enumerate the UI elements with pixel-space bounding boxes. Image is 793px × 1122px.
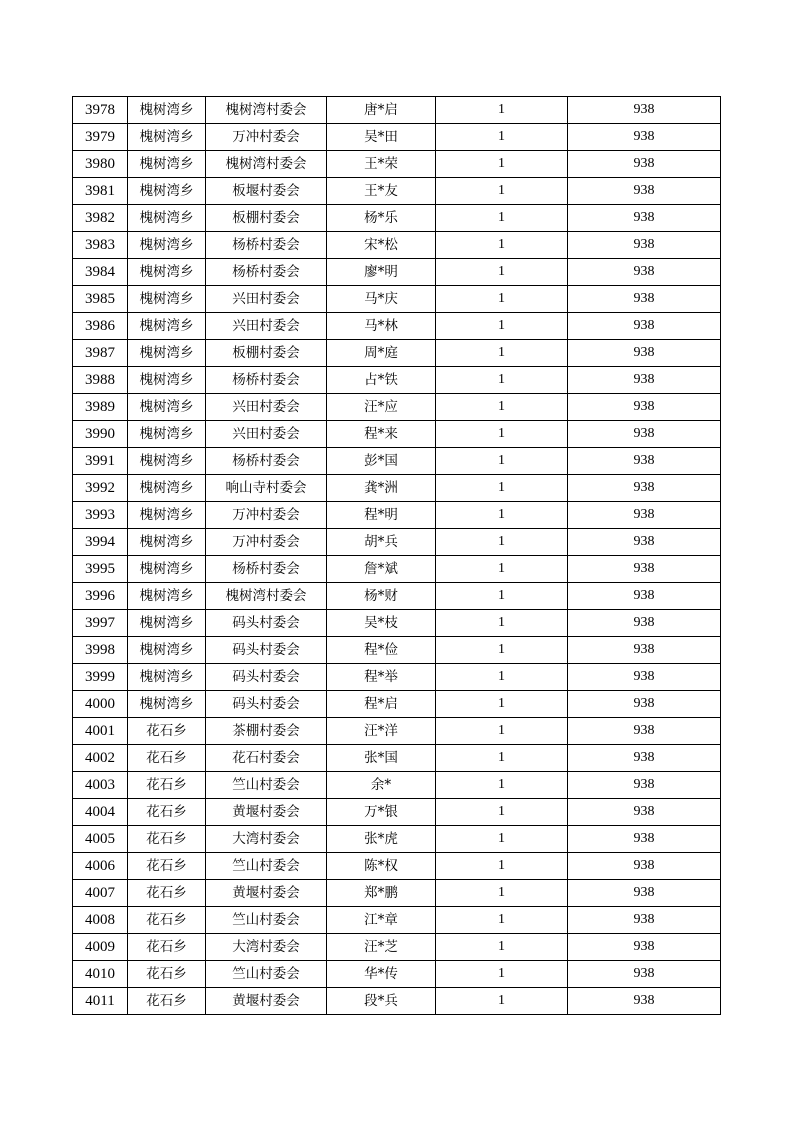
person-name-cell: 周*庭 xyxy=(327,340,436,367)
person-name-cell: 程*启 xyxy=(327,691,436,718)
amount-cell: 938 xyxy=(568,988,721,1015)
person-name-cell: 马*林 xyxy=(327,313,436,340)
count-cell: 1 xyxy=(436,772,568,799)
table-row xyxy=(73,745,721,772)
person-name-cell: 宋*松 xyxy=(327,232,436,259)
person-name-cell: 张*国 xyxy=(327,745,436,772)
village-cell: 码头村委会 xyxy=(206,664,327,691)
village-cell: 板棚村委会 xyxy=(206,340,327,367)
count-cell: 1 xyxy=(436,880,568,907)
township-cell: 槐树湾乡 xyxy=(128,556,206,583)
row-number-cell: 3981 xyxy=(73,178,128,205)
table-row xyxy=(73,259,721,286)
table-row xyxy=(73,97,721,124)
township-cell: 槐树湾乡 xyxy=(128,97,206,124)
township-cell: 槐树湾乡 xyxy=(128,421,206,448)
amount-cell: 938 xyxy=(568,367,721,394)
amount-cell: 938 xyxy=(568,799,721,826)
township-cell: 槐树湾乡 xyxy=(128,259,206,286)
township-cell: 花石乡 xyxy=(128,907,206,934)
table-row xyxy=(73,367,721,394)
person-name-cell: 廖*明 xyxy=(327,259,436,286)
township-cell: 槐树湾乡 xyxy=(128,286,206,313)
person-name-cell: 江*章 xyxy=(327,907,436,934)
row-number-cell: 4010 xyxy=(73,961,128,988)
row-number-cell: 3985 xyxy=(73,286,128,313)
amount-cell: 938 xyxy=(568,313,721,340)
row-number-cell: 3996 xyxy=(73,583,128,610)
amount-cell: 938 xyxy=(568,583,721,610)
person-name-cell: 杨*乐 xyxy=(327,205,436,232)
village-cell: 杨桥村委会 xyxy=(206,556,327,583)
village-cell: 黄堰村委会 xyxy=(206,880,327,907)
row-number-cell: 3999 xyxy=(73,664,128,691)
count-cell: 1 xyxy=(436,421,568,448)
person-name-cell: 华*传 xyxy=(327,961,436,988)
table-row xyxy=(73,961,721,988)
count-cell: 1 xyxy=(436,151,568,178)
township-cell: 槐树湾乡 xyxy=(128,583,206,610)
person-name-cell: 程*明 xyxy=(327,502,436,529)
count-cell: 1 xyxy=(436,313,568,340)
amount-cell: 938 xyxy=(568,718,721,745)
row-number-cell: 3979 xyxy=(73,124,128,151)
row-number-cell: 4011 xyxy=(73,988,128,1015)
row-number-cell: 4005 xyxy=(73,826,128,853)
row-number-cell: 4000 xyxy=(73,691,128,718)
village-cell: 竺山村委会 xyxy=(206,772,327,799)
village-cell: 兴田村委会 xyxy=(206,394,327,421)
row-number-cell: 3993 xyxy=(73,502,128,529)
count-cell: 1 xyxy=(436,529,568,556)
table-row xyxy=(73,988,721,1015)
table-row xyxy=(73,907,721,934)
village-cell: 杨桥村委会 xyxy=(206,448,327,475)
table-row xyxy=(73,826,721,853)
table-row xyxy=(73,502,721,529)
village-cell: 万冲村委会 xyxy=(206,529,327,556)
township-cell: 花石乡 xyxy=(128,988,206,1015)
person-name-cell: 余* xyxy=(327,772,436,799)
township-cell: 花石乡 xyxy=(128,718,206,745)
person-name-cell: 马*庆 xyxy=(327,286,436,313)
amount-cell: 938 xyxy=(568,610,721,637)
table-row xyxy=(73,178,721,205)
amount-cell: 938 xyxy=(568,907,721,934)
person-name-cell: 吴*田 xyxy=(327,124,436,151)
person-name-cell: 龚*洲 xyxy=(327,475,436,502)
count-cell: 1 xyxy=(436,718,568,745)
village-cell: 板棚村委会 xyxy=(206,205,327,232)
count-cell: 1 xyxy=(436,178,568,205)
person-name-cell: 王*荣 xyxy=(327,151,436,178)
township-cell: 槐树湾乡 xyxy=(128,637,206,664)
table-row xyxy=(73,124,721,151)
table-row xyxy=(73,772,721,799)
person-name-cell: 段*兵 xyxy=(327,988,436,1015)
village-cell: 响山寺村委会 xyxy=(206,475,327,502)
township-cell: 槐树湾乡 xyxy=(128,178,206,205)
township-cell: 槐树湾乡 xyxy=(128,691,206,718)
table-row xyxy=(73,664,721,691)
person-name-cell: 占*铁 xyxy=(327,367,436,394)
person-name-cell: 万*银 xyxy=(327,799,436,826)
township-cell: 槐树湾乡 xyxy=(128,610,206,637)
count-cell: 1 xyxy=(436,394,568,421)
row-number-cell: 3997 xyxy=(73,610,128,637)
person-name-cell: 程*来 xyxy=(327,421,436,448)
amount-cell: 938 xyxy=(568,853,721,880)
count-cell: 1 xyxy=(436,475,568,502)
row-number-cell: 3990 xyxy=(73,421,128,448)
person-name-cell: 胡*兵 xyxy=(327,529,436,556)
row-number-cell: 4006 xyxy=(73,853,128,880)
table-row xyxy=(73,556,721,583)
amount-cell: 938 xyxy=(568,205,721,232)
row-number-cell: 3995 xyxy=(73,556,128,583)
township-cell: 槐树湾乡 xyxy=(128,367,206,394)
village-cell: 竺山村委会 xyxy=(206,961,327,988)
table-row xyxy=(73,934,721,961)
row-number-cell: 4001 xyxy=(73,718,128,745)
table-row xyxy=(73,853,721,880)
count-cell: 1 xyxy=(436,664,568,691)
count-cell: 1 xyxy=(436,124,568,151)
row-number-cell: 3978 xyxy=(73,97,128,124)
table-body xyxy=(73,97,721,1015)
township-cell: 槐树湾乡 xyxy=(128,529,206,556)
count-cell: 1 xyxy=(436,610,568,637)
row-number-cell: 3989 xyxy=(73,394,128,421)
table-row xyxy=(73,691,721,718)
village-cell: 万冲村委会 xyxy=(206,502,327,529)
count-cell: 1 xyxy=(436,799,568,826)
amount-cell: 938 xyxy=(568,556,721,583)
amount-cell: 938 xyxy=(568,502,721,529)
village-cell: 大湾村委会 xyxy=(206,934,327,961)
row-number-cell: 4002 xyxy=(73,745,128,772)
person-name-cell: 张*虎 xyxy=(327,826,436,853)
table-row xyxy=(73,313,721,340)
count-cell: 1 xyxy=(436,637,568,664)
township-cell: 槐树湾乡 xyxy=(128,151,206,178)
village-cell: 大湾村委会 xyxy=(206,826,327,853)
amount-cell: 938 xyxy=(568,178,721,205)
village-cell: 竺山村委会 xyxy=(206,907,327,934)
table-row xyxy=(73,205,721,232)
person-name-cell: 程*举 xyxy=(327,664,436,691)
row-number-cell: 3987 xyxy=(73,340,128,367)
person-name-cell: 汪*芝 xyxy=(327,934,436,961)
amount-cell: 938 xyxy=(568,151,721,178)
township-cell: 花石乡 xyxy=(128,826,206,853)
village-cell: 槐树湾村委会 xyxy=(206,97,327,124)
amount-cell: 938 xyxy=(568,394,721,421)
row-number-cell: 3988 xyxy=(73,367,128,394)
row-number-cell: 4007 xyxy=(73,880,128,907)
township-cell: 槐树湾乡 xyxy=(128,475,206,502)
table-row xyxy=(73,718,721,745)
person-name-cell: 程*俭 xyxy=(327,637,436,664)
amount-cell: 938 xyxy=(568,934,721,961)
township-cell: 槐树湾乡 xyxy=(128,664,206,691)
amount-cell: 938 xyxy=(568,826,721,853)
amount-cell: 938 xyxy=(568,664,721,691)
amount-cell: 938 xyxy=(568,232,721,259)
person-name-cell: 郑*鹏 xyxy=(327,880,436,907)
table-row xyxy=(73,799,721,826)
count-cell: 1 xyxy=(436,259,568,286)
village-cell: 码头村委会 xyxy=(206,691,327,718)
table-row xyxy=(73,421,721,448)
amount-cell: 938 xyxy=(568,637,721,664)
table-row xyxy=(73,610,721,637)
village-cell: 码头村委会 xyxy=(206,637,327,664)
table-row xyxy=(73,286,721,313)
row-number-cell: 3998 xyxy=(73,637,128,664)
village-cell: 槐树湾村委会 xyxy=(206,583,327,610)
township-cell: 槐树湾乡 xyxy=(128,394,206,421)
township-cell: 花石乡 xyxy=(128,961,206,988)
count-cell: 1 xyxy=(436,367,568,394)
amount-cell: 938 xyxy=(568,286,721,313)
row-number-cell: 4009 xyxy=(73,934,128,961)
row-number-cell: 3982 xyxy=(73,205,128,232)
amount-cell: 938 xyxy=(568,745,721,772)
amount-cell: 938 xyxy=(568,340,721,367)
township-cell: 槐树湾乡 xyxy=(128,205,206,232)
township-cell: 花石乡 xyxy=(128,745,206,772)
person-name-cell: 詹*斌 xyxy=(327,556,436,583)
count-cell: 1 xyxy=(436,961,568,988)
row-number-cell: 3992 xyxy=(73,475,128,502)
count-cell: 1 xyxy=(436,232,568,259)
township-cell: 槐树湾乡 xyxy=(128,340,206,367)
village-cell: 码头村委会 xyxy=(206,610,327,637)
table-row xyxy=(73,448,721,475)
township-cell: 花石乡 xyxy=(128,853,206,880)
table-row xyxy=(73,880,721,907)
village-cell: 茶棚村委会 xyxy=(206,718,327,745)
township-cell: 槐树湾乡 xyxy=(128,448,206,475)
village-cell: 板堰村委会 xyxy=(206,178,327,205)
row-number-cell: 3986 xyxy=(73,313,128,340)
village-cell: 杨桥村委会 xyxy=(206,367,327,394)
table-row xyxy=(73,529,721,556)
table-row xyxy=(73,394,721,421)
amount-cell: 938 xyxy=(568,97,721,124)
count-cell: 1 xyxy=(436,988,568,1015)
row-number-cell: 3994 xyxy=(73,529,128,556)
village-cell: 槐树湾村委会 xyxy=(206,151,327,178)
amount-cell: 938 xyxy=(568,475,721,502)
count-cell: 1 xyxy=(436,448,568,475)
person-name-cell: 汪*洋 xyxy=(327,718,436,745)
table-row xyxy=(73,637,721,664)
table-row xyxy=(73,232,721,259)
row-number-cell: 4008 xyxy=(73,907,128,934)
count-cell: 1 xyxy=(436,853,568,880)
person-name-cell: 陈*权 xyxy=(327,853,436,880)
township-cell: 槐树湾乡 xyxy=(128,502,206,529)
village-cell: 兴田村委会 xyxy=(206,421,327,448)
person-name-cell: 杨*财 xyxy=(327,583,436,610)
person-name-cell: 汪*应 xyxy=(327,394,436,421)
township-cell: 槐树湾乡 xyxy=(128,232,206,259)
amount-cell: 938 xyxy=(568,880,721,907)
amount-cell: 938 xyxy=(568,421,721,448)
township-cell: 槐树湾乡 xyxy=(128,124,206,151)
row-number-cell: 3984 xyxy=(73,259,128,286)
count-cell: 1 xyxy=(436,934,568,961)
row-number-cell: 3991 xyxy=(73,448,128,475)
amount-cell: 938 xyxy=(568,448,721,475)
township-cell: 花石乡 xyxy=(128,880,206,907)
count-cell: 1 xyxy=(436,826,568,853)
amount-cell: 938 xyxy=(568,124,721,151)
village-cell: 兴田村委会 xyxy=(206,286,327,313)
township-cell: 槐树湾乡 xyxy=(128,313,206,340)
count-cell: 1 xyxy=(436,286,568,313)
village-cell: 兴田村委会 xyxy=(206,313,327,340)
township-cell: 花石乡 xyxy=(128,799,206,826)
village-cell: 黄堰村委会 xyxy=(206,988,327,1015)
village-cell: 杨桥村委会 xyxy=(206,259,327,286)
table-row xyxy=(73,475,721,502)
amount-cell: 938 xyxy=(568,259,721,286)
township-cell: 花石乡 xyxy=(128,934,206,961)
person-name-cell: 彭*国 xyxy=(327,448,436,475)
amount-cell: 938 xyxy=(568,772,721,799)
row-number-cell: 4003 xyxy=(73,772,128,799)
count-cell: 1 xyxy=(436,340,568,367)
person-name-cell: 吴*枝 xyxy=(327,610,436,637)
data-table xyxy=(72,96,721,1015)
village-cell: 杨桥村委会 xyxy=(206,232,327,259)
village-cell: 花石村委会 xyxy=(206,745,327,772)
table-row xyxy=(73,583,721,610)
count-cell: 1 xyxy=(436,691,568,718)
row-number-cell: 3983 xyxy=(73,232,128,259)
count-cell: 1 xyxy=(436,556,568,583)
village-cell: 竺山村委会 xyxy=(206,853,327,880)
row-number-cell: 4004 xyxy=(73,799,128,826)
township-cell: 花石乡 xyxy=(128,772,206,799)
village-cell: 万冲村委会 xyxy=(206,124,327,151)
row-number-cell: 3980 xyxy=(73,151,128,178)
amount-cell: 938 xyxy=(568,691,721,718)
person-name-cell: 王*友 xyxy=(327,178,436,205)
count-cell: 1 xyxy=(436,745,568,772)
count-cell: 1 xyxy=(436,907,568,934)
table-row xyxy=(73,151,721,178)
count-cell: 1 xyxy=(436,583,568,610)
table-row xyxy=(73,340,721,367)
count-cell: 1 xyxy=(436,502,568,529)
amount-cell: 938 xyxy=(568,961,721,988)
count-cell: 1 xyxy=(436,205,568,232)
person-name-cell: 唐*启 xyxy=(327,97,436,124)
amount-cell: 938 xyxy=(568,529,721,556)
village-cell: 黄堰村委会 xyxy=(206,799,327,826)
count-cell: 1 xyxy=(436,97,568,124)
